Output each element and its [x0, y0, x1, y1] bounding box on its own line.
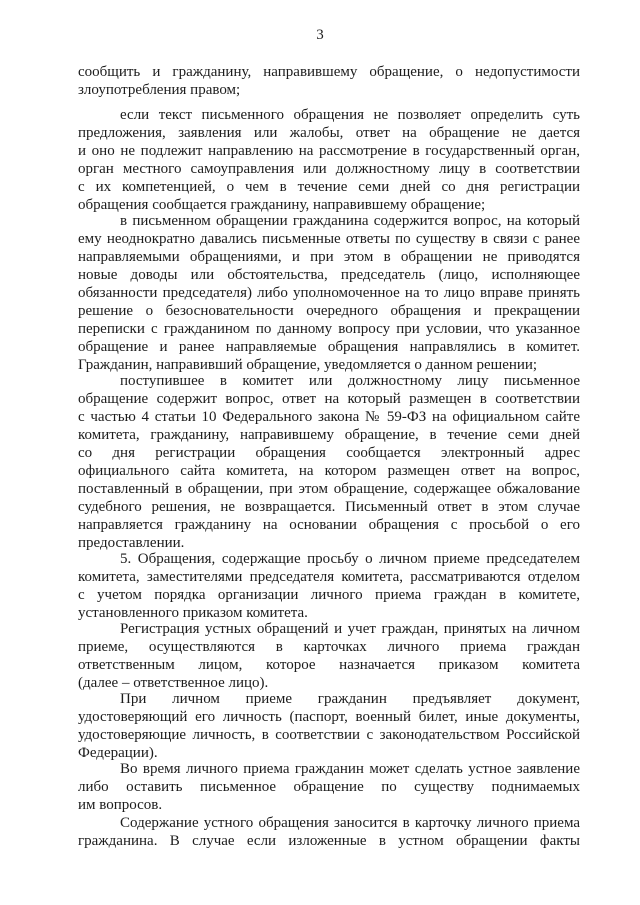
text-line: предложения, заявления или жалобы, ответ на обращение не дается — [78, 125, 580, 141]
text-line: злоупотребления правом; — [78, 82, 241, 98]
text-line: (далее – ответственное лицо). — [78, 675, 269, 691]
text-line: обращение содержит вопрос, ответ на который размещен в соответствии — [78, 391, 580, 407]
text-line: если текст письменного обращения не позволяет определить суть — [120, 107, 580, 123]
text-line: гражданина. В случае если изложенные в устном обращении факты — [78, 833, 580, 849]
text-line: решение о безосновательности очередного обращения и прекращении — [78, 303, 580, 319]
text-line: Содержание устного обращения заносится в карточку личного приема — [120, 815, 580, 831]
text-line: Федерации). — [78, 745, 158, 761]
text-line: направляется гражданину на основании обращения с просьбой о его — [78, 517, 580, 533]
text-line: либо оставить письменное обращение по существу поднимаемых — [78, 779, 580, 795]
text-line: Во время личного приема гражданин может сделать устное заявление — [120, 761, 580, 777]
text-line: в письменном обращении гражданина содержится вопрос, на который — [120, 213, 580, 229]
text-line: Гражданин, направивший обращение, уведомляется о данном решении; — [78, 357, 538, 373]
text-line: поступившее в комитет или должностному лицу письменное — [120, 373, 580, 389]
text-line: приеме, осуществляются в карточках личного приема граждан — [78, 639, 580, 655]
text-line: с частью 4 статьи 10 Федерального закона № 59-ФЗ на официальном сайте — [78, 409, 580, 425]
text-line: комитета, заместителями председателя комитета, рассматриваются отделом — [78, 569, 580, 585]
text-line: установленного приказом комитета. — [78, 605, 308, 621]
text-line: направляемыми обращениями, и при этом в обращении не приводятся — [78, 249, 580, 265]
text-line: обращения сообщается гражданину, направившему обращение; — [78, 197, 486, 213]
text-line: предоставлении. — [78, 535, 185, 551]
text-line: с их компетенцией, о чем в течение семи дней со дня регистрации — [78, 179, 580, 195]
text-line: новые доводы или обстоятельства, председатель (лицо, исполняющее — [78, 267, 580, 283]
text-line: им вопросов. — [78, 797, 163, 813]
page-number: 3 — [316, 27, 324, 43]
text-line: поставленный в обращении, при этом обращение, содержащее обжалование — [78, 481, 580, 497]
text-line: и оно не подлежит направлению на рассмотрение в государственный орган, — [78, 143, 580, 159]
text-line: официального сайта комитета, на котором размещен ответ на вопрос, — [78, 463, 580, 479]
text-line: комитета, гражданину, направившему обращение, в течение семи дней — [78, 427, 580, 443]
text-line: со дня регистрации обращения сообщается электронный адрес — [78, 445, 580, 461]
text-line: орган местного самоуправления или должностному лицу в соответствии — [78, 161, 580, 177]
text-line: Регистрация устных обращений и учет граждан, принятых на личном — [120, 621, 580, 637]
text-line: ответственным лицом, которое назначается приказом комитета — [78, 657, 580, 673]
text-line: При личном приеме гражданин предъявляет документ, — [120, 691, 580, 707]
text-line: сообщить и гражданину, направившему обращение, о недопустимости — [78, 64, 580, 80]
text-line: переписки с гражданином по данному вопросу при условии, что указанное — [78, 321, 580, 337]
text-line: удостоверяющий его личность (паспорт, военный билет, иные документы, — [78, 709, 580, 725]
text-line: 5. Обращения, содержащие просьбу о личном приеме председателем — [120, 551, 580, 567]
text-line: удостоверяющие личность, в соответствии с законодательством Российской — [78, 727, 580, 743]
text-line: судебного решения, не возвращается. Письменный ответ в этом случае — [78, 499, 580, 515]
text-line: обращение и ранее направляемые обращения направлялись в комитет. — [78, 339, 580, 355]
text-line: ему неоднократно давались письменные ответы по существу в связи с ранее — [78, 231, 580, 247]
text-line: с учетом порядка организации личного приема граждан в комитете, — [78, 587, 580, 603]
text-line: обязанности председателя) либо уполномоченное на то лицо вправе принять — [78, 285, 580, 301]
